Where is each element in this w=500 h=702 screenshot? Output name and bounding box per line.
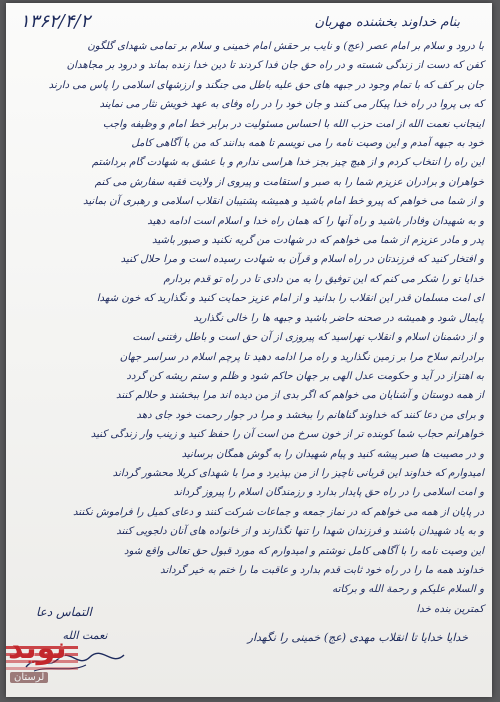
- closing-line: خدایا خدایا تا انقلاب مهدی (عج) خمینی را نگهدار: [247, 631, 468, 644]
- letter-line: و به یاد شهیدان باشند و فرزندان شهدا را تنها نگذارند و از خانواده های آنان دلجویی کنند: [116, 526, 484, 538]
- letter-line: و امت اسلامی را در راه حق پایدار بدارد و رزمندگان اسلام را پیروز گرداند: [173, 487, 484, 499]
- letter-line: جان بر کف که با تمام وجود در جبهه های حق علیه باطل می جنگند و ارزشهای اسلامی را پاس می دارند: [48, 79, 484, 91]
- letter-line: خود به جبهه آمدم و این وصیت نامه را می نویسم تا همه بدانند که من با آگاهی کامل: [131, 138, 484, 150]
- letter-line: و افتخار کنید که فرزندتان در راه اسلام و قرآن به شهادت رسیده است و مرا حلال کنید: [120, 254, 484, 266]
- letter-line: کفن که دست از زندگی شسته و در راه حق جان فدا کردند تا دین خدا زنده بماند و درود بر مجاهدان: [66, 60, 484, 72]
- letter-line: کمترین بنده خدا: [416, 603, 484, 615]
- letter-body: [12, 37, 484, 619]
- letter-line: و در مصیبت ها صبر پیشه کنید و پیام شهیدان را به گوش همگان برسانید: [181, 448, 484, 460]
- letter-line: از همه دوستان و آشنایان می خواهم که اگر بدی از من دیده اند مرا ببخشند و حلالم کنند: [115, 390, 484, 402]
- letter-line: و برای من دعا کنند که خداوند گناهانم را ببخشد و مرا در جوار رحمت خود جای دهد: [136, 409, 484, 421]
- letter-line: این وصیت نامه را با آگاهی کامل نوشتم و امیدوارم که مورد قبول حق تعالی واقع شود: [123, 545, 484, 557]
- salutation: التماس دعا: [36, 605, 92, 619]
- letter-line: به اهتزاز در آید و حکومت عدل الهی بر جهان حاکم شود و ظلم و ستم ریشه کن گردد: [126, 370, 484, 382]
- signature-name: نعمت الله: [62, 629, 108, 642]
- letter-line: پدر و مادر عزیزم از شما می خواهم که در شهادت من گریه نکنید و صبور باشید: [152, 235, 484, 247]
- letter-line: خداوند همه ما را در راه خود ثابت قدم بدارد و عاقبت ما را ختم به خیر گرداند: [160, 564, 484, 576]
- letter-line: و السلام علیکم و رحمة الله و برکاته: [332, 584, 484, 596]
- letter-line: امیدوارم که خداوند این قربانی ناچیز را از من بپذیرد و مرا با شهدای کربلا محشور گرداند: [112, 467, 484, 479]
- letter-date: ۱۳۶۲/۴/۲: [20, 11, 91, 32]
- letter-line: و از دشمنان اسلام و انقلاب نهراسید که پیروزی از آن حق است و باطل رفتنی است: [132, 332, 484, 344]
- logo-sub-text: لرستان: [10, 672, 48, 683]
- letter-line: و به شهیدان وفادار باشید و راه آنها را که همان راه خدا و اسلام است ادامه دهید: [147, 215, 484, 227]
- letter-page: [6, 3, 492, 697]
- letter-line: خدایا تو را شکر می کنم که این توفیق را به من دادی تا در راه تو قدم بردارم: [163, 273, 484, 285]
- letter-heading: بنام خداوند بخشنده مهربان: [314, 15, 460, 30]
- letter-line: اینجانب نعمت الله از امت حزب الله با احساس مسئولیت در برابر خط امام و وظیفه واجب: [102, 118, 484, 130]
- letter-line: برادرانم سلاح مرا بر زمین نگذارید و راه مرا ادامه دهید تا پرچم اسلام در سراسر جهان: [119, 351, 484, 363]
- letter-line: و از شما می خواهم که پیرو خط امام باشید و همیشه پشتیبان انقلاب اسلامی و رهبری آن بمانید: [82, 196, 484, 208]
- letter-line: در پایان از همه می خواهم که در نماز جمعه و جماعات شرکت کنند و دعای کمیل را فراموش نکنند: [72, 506, 484, 518]
- letter-line: ای امت مسلمان قدر این انقلاب را بدانید و از امام عزیز حمایت کنید و نگذارید که خون شهدا: [96, 293, 484, 305]
- letter-line: پایمال شود و همیشه در صحنه حاضر باشید و جبهه ها را خالی نگذارید: [193, 312, 484, 324]
- letter-line: خواهران و برادران عزیزم شما را به صبر و استقامت و پیروی از ولایت فقیه سفارش می کنم: [94, 176, 484, 188]
- letter-line: که بی پروا در راه خدا پیکار می کنند و جان خود را در راه وفای به عهد خویش نثار می نمایند: [99, 99, 484, 111]
- logo-main-text: نوید: [8, 631, 67, 666]
- letter-line: این راه را انتخاب کردم و از هیچ چیز بجز خدا هراسی ندارم و با عشق به شهادت گام برداشتم: [91, 157, 484, 169]
- letter-line: با درود و سلام بر امام عصر (عج) و نایب بر حقش امام خمینی و سلام بر تمامی شهدای گلگون: [87, 41, 484, 52]
- watermark-logo: [0, 628, 84, 698]
- letter-line: خواهرانم حجاب شما کوبنده تر از خون سرخ من است آن را حفظ کنید و زینب وار زندگی کنید: [90, 429, 484, 441]
